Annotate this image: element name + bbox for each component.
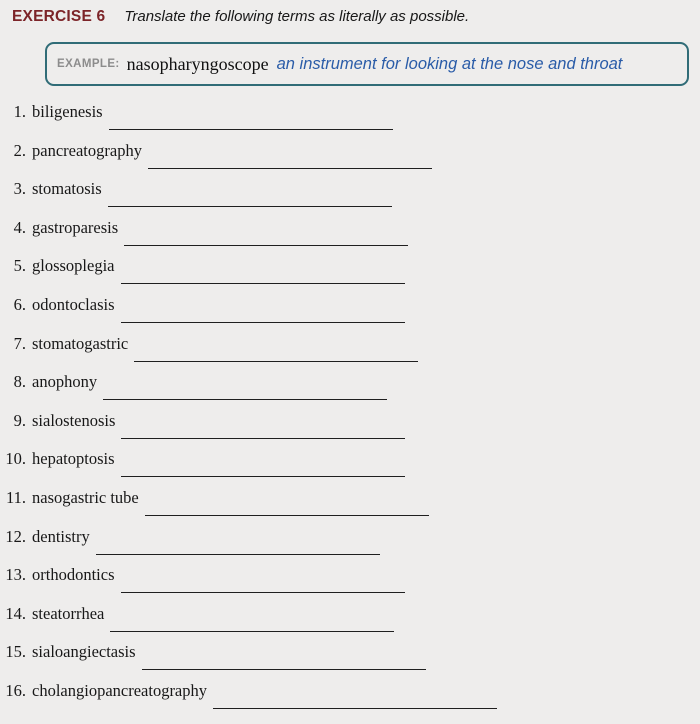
answer-blank-line: [148, 167, 432, 169]
item-term: anophony: [32, 372, 98, 392]
item-number: 14.: [5, 603, 26, 623]
item-number: 12.: [5, 526, 26, 546]
answer-blank-line: [145, 514, 429, 516]
answer-blank-line: [213, 707, 497, 709]
exercise-header: [0, 0, 700, 26]
list-item: [0, 604, 700, 643]
item-number: 3.: [13, 179, 26, 199]
list-item: [0, 256, 700, 295]
answer-blank-line: [121, 282, 405, 284]
item-term: stomatosis: [32, 179, 102, 199]
item-term: pancreatography: [32, 140, 142, 160]
item-number: 7.: [13, 333, 26, 353]
item-number: 16.: [5, 680, 26, 700]
item-term: gastroparesis: [32, 217, 119, 237]
list-item: [0, 642, 700, 681]
item-number: 8.: [13, 372, 26, 392]
item-number: 5.: [13, 256, 26, 276]
answer-blank-line: [96, 553, 380, 555]
answer-blank-line: [110, 630, 394, 632]
item-number: 13.: [5, 565, 26, 585]
answer-blank-line: [134, 360, 418, 362]
exercise-instruction: Translate the following terms as literally as possible.: [124, 8, 470, 25]
item-term: hepatoptosis: [32, 449, 115, 469]
list-item: [0, 334, 700, 373]
list-item: [0, 411, 700, 450]
item-number: 10.: [5, 449, 26, 469]
list-item: [0, 179, 700, 218]
list-item: [0, 527, 700, 566]
item-term: stomatogastric: [32, 333, 129, 353]
list-item: [0, 295, 700, 334]
example-label: EXAMPLE:: [57, 58, 120, 70]
answer-blank-line: [109, 128, 393, 130]
item-term: sialostenosis: [32, 410, 116, 430]
item-term: dentistry: [32, 526, 90, 546]
item-number: 6.: [13, 294, 26, 314]
list-item: [0, 102, 700, 141]
item-term: orthodontics: [32, 565, 115, 585]
example-term: nasopharyngoscope: [126, 53, 269, 74]
answer-blank-line: [121, 475, 405, 477]
list-item: [0, 141, 700, 180]
answer-blank-line: [121, 591, 405, 593]
list-item: [0, 218, 700, 257]
item-term: sialoangiectasis: [32, 642, 136, 662]
item-term: nasogastric tube: [32, 487, 139, 507]
list-item: [0, 449, 700, 488]
item-term: odontoclasis: [32, 294, 115, 314]
item-term: steatorrhea: [32, 603, 105, 623]
answer-blank-line: [103, 398, 387, 400]
example-answer: an instrument for looking at the nose and throat: [276, 54, 623, 73]
exercise-number-label: EXERCISE 6: [12, 8, 106, 25]
list-item: [0, 372, 700, 411]
answer-blank-line: [108, 205, 392, 207]
item-number: 15.: [5, 642, 26, 662]
item-term: cholangiopancreatography: [32, 680, 208, 700]
answer-blank-line: [121, 321, 405, 323]
item-number: 4.: [13, 217, 26, 237]
item-number: 2.: [13, 140, 26, 160]
item-number: 1.: [13, 102, 26, 121]
item-number: 9.: [13, 410, 26, 430]
example-box: [45, 42, 689, 86]
answer-blank-line: [121, 437, 405, 439]
answer-blank-line: [124, 244, 408, 246]
list-item: [0, 565, 700, 604]
item-term: biligenesis: [32, 102, 103, 121]
exercise-list: [0, 102, 700, 720]
item-term: glossoplegia: [32, 256, 115, 276]
list-item: [0, 488, 700, 527]
list-item: [0, 681, 700, 720]
answer-blank-line: [142, 668, 426, 670]
item-number: 11.: [5, 487, 26, 507]
